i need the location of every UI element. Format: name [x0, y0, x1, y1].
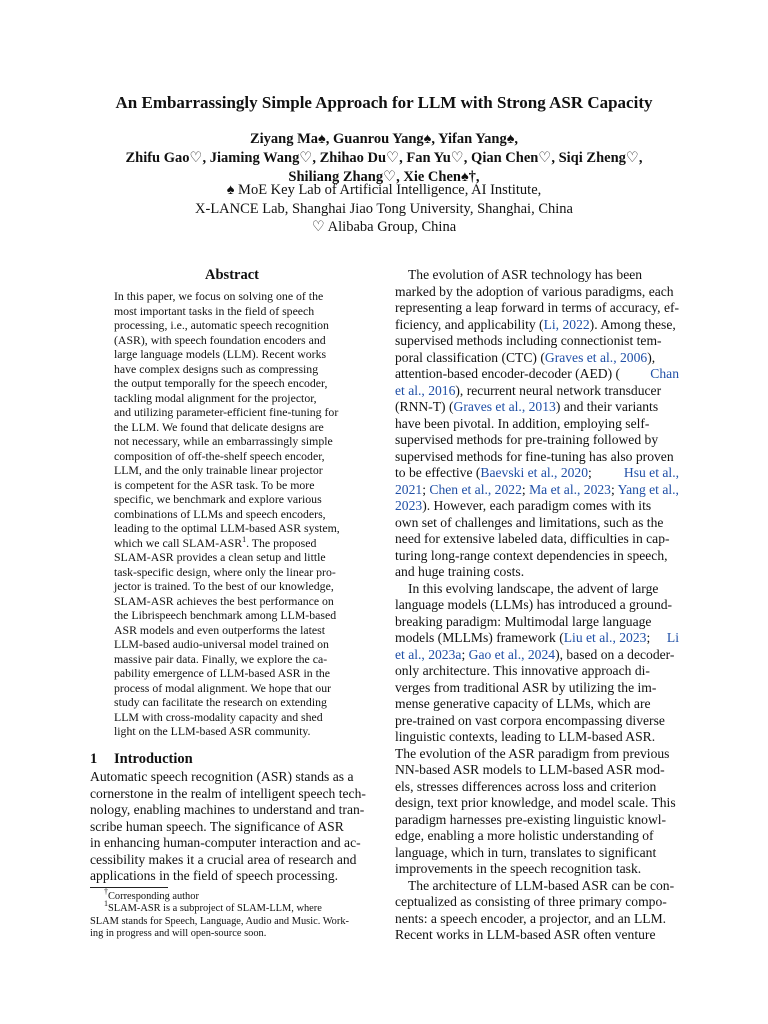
body-text: ; — [422, 481, 430, 497]
body-line — [395, 647, 679, 664]
body-text: ). Among these, — [589, 316, 676, 332]
abstract-line: most important tasks in the field of speech — [114, 303, 315, 318]
body-text — [395, 482, 679, 499]
footnote-text: SLAM-ASR is a subproject of SLAM-LLM, where — [108, 903, 322, 915]
citation-link[interactable]: Chen et al., 2022 — [429, 481, 522, 497]
body-text: models (MLLMs) framework ( — [395, 630, 564, 645]
abstract-line: the LLM. We found that delicate designs are — [114, 419, 324, 434]
body-line: improvements in the speech recognition task. — [395, 861, 642, 876]
abstract-line: and utilizing parameter-efficient fine-tuning for — [114, 405, 339, 419]
citation-link[interactable]: Baevski et al., 2020 — [480, 465, 589, 480]
body-line: need for extensive labeled data, difficulties in cap- — [395, 531, 670, 546]
body-line: own set of challenges and limitations, such as the — [395, 514, 664, 530]
abstract-line: is competent for the ASR task. To be more — [114, 477, 315, 492]
body-line: design, text prior knowledge, and model scale. This — [395, 795, 676, 810]
body-line: breaking paradigm: Multimodal large language — [395, 613, 652, 629]
citation-link[interactable]: Gao et al., 2024 — [468, 646, 556, 662]
footnote-mark: 1 — [104, 899, 108, 909]
affiliation-line: ♠ MoE Key Lab of Artificial Intelligence, AI Institute, — [226, 182, 542, 198]
intro-line: cessibility makes it a crucial area of research and — [90, 851, 357, 867]
body-line — [395, 482, 679, 499]
citation-link[interactable]: et al., 2016 — [395, 382, 456, 398]
body-text — [395, 630, 650, 647]
body-text — [395, 498, 651, 515]
abstract-line: not necessary, while an embarrassingly simple — [114, 434, 333, 448]
abstract-line: composition of off-the-shelf speech encoder, — [114, 448, 325, 463]
intro-line: in enhancing human-computer interaction and ac- — [90, 835, 361, 850]
right-column — [395, 267, 679, 944]
abstract-line: have complex designs such as compressing — [114, 361, 319, 376]
footnote-text: Corresponding author — [108, 891, 199, 902]
abstract-line: large language models (LLM). Recent works — [114, 347, 327, 361]
body-line: marked by the adoption of various paradigms, each — [395, 283, 674, 299]
body-text: ; — [588, 465, 592, 480]
body-line — [395, 465, 679, 482]
abstract-line: ASR models and even outperforms the latest — [114, 622, 325, 637]
body-line: Recent works in LLM-based ASR often venture — [395, 927, 656, 942]
body-line: els, stresses differences across loss and criterion — [395, 778, 657, 794]
citation-link[interactable]: Hsu et al., — [623, 465, 679, 480]
author-line: Ziyang Ma♠, Guanrou Yang♠, Yifan Yang♠, — [249, 131, 519, 147]
citation-link[interactable]: Li — [666, 630, 679, 645]
body-line: language models (LLMs) has introduced a ground- — [395, 597, 673, 612]
intro-line: applications in the field of speech processing. — [90, 868, 339, 883]
abstract-body — [114, 289, 351, 739]
abstract-line: tackling modal alignment for the projector, — [114, 390, 317, 405]
affiliation-line: ♡ Alibaba Group, China — [311, 219, 457, 235]
body-line: edge, enabling a more holistic understanding of — [395, 828, 654, 843]
abstract-line: In this paper, we focus on solving one of the — [114, 289, 324, 303]
abstract-line: jector is trained. To the best of our knowledge, — [114, 579, 334, 593]
footnote-divider — [90, 887, 168, 888]
body-line — [395, 399, 679, 416]
citation-link[interactable]: Yang et al., — [617, 481, 679, 497]
footnote-text — [104, 899, 322, 915]
body-text: ; — [461, 646, 469, 662]
body-line — [395, 383, 679, 400]
abstract-line: task-specific design, where only the linear pro- — [114, 564, 336, 579]
body-line: supervised methods for fine-tuning has also proven — [395, 448, 674, 464]
footnote-line: SLAM stands for Speech, Language, Audio and Music. Work- — [90, 915, 349, 927]
body-line: In this evolving landscape, the advent of large — [408, 580, 659, 596]
citation-link[interactable]: Ma et al., 2023 — [529, 481, 611, 497]
abstract-text: which we call SLAM-ASR — [114, 535, 243, 550]
body-line — [395, 317, 679, 334]
body-line: nents: a speech encoder, a projector, and an LLM. — [395, 910, 667, 926]
body-text: ; — [646, 630, 651, 645]
body-line: pre-trained on vast corpora encompassing diverse — [395, 712, 665, 728]
abstract-line: the output temporally for the speech encoder, — [114, 376, 328, 390]
body-line: paradigm harnesses pre-existing linguistic knowl- — [395, 811, 667, 827]
body-text: (RNN-T) ( — [395, 399, 454, 414]
footnote-slam — [90, 899, 374, 915]
citation-link[interactable]: 2021 — [395, 481, 423, 497]
abstract-line: specific, we benchmark and explore various — [114, 492, 322, 506]
abstract-line: the Librispeech benchmark among LLM-based — [114, 608, 337, 622]
citation-link[interactable]: Graves et al., 2006 — [544, 349, 648, 365]
body-text: ) and their variants — [555, 399, 659, 414]
abstract-line: study can facilitate the research on extending — [114, 695, 327, 709]
abstract-heading: Abstract — [205, 267, 259, 283]
abstract-line: LLM-based audio-universal model trained on — [114, 637, 329, 651]
body-line: supervised methods for pre-training followed by — [395, 432, 659, 447]
body-line — [395, 498, 679, 515]
body-text — [395, 317, 676, 334]
abstract-line: leading to the optimal LLM-based ASR system, — [114, 521, 340, 535]
footnote-mark: † — [104, 887, 108, 896]
body-line: The evolution of the ASR paradigm from previous — [395, 745, 670, 761]
body-text: attention-based encoder-decoder (AED) ( — [395, 366, 621, 381]
body-text: ficiency, and applicability ( — [395, 316, 544, 332]
abstract-line: SLAM-ASR achieves the best performance on — [114, 593, 334, 608]
abstract-line: LLM with cross-modality capacity and shed — [114, 709, 323, 724]
body-line: representing a leap forward in terms of accuracy, ef- — [395, 300, 680, 315]
body-text — [395, 465, 592, 482]
body-line — [395, 366, 679, 383]
body-line: linguistic contexts, leading to LLM-based ASR. — [395, 729, 656, 744]
intro-line: nology, enabling machines to understand and tran- — [90, 802, 365, 817]
citation-link[interactable]: et al., 2023a — [395, 646, 462, 662]
abstract-line: combinations of LLMs and speech encoders, — [114, 506, 326, 521]
footnote-corresponding — [90, 887, 374, 903]
abstract-line: process of modal alignment. We hope that our — [114, 680, 332, 695]
abstract-line: pability emergence of LLM-based ASR in the — [114, 666, 331, 680]
section-number: 1 — [90, 751, 98, 767]
body-line: verges from traditional ASR by utilizing the im- — [395, 679, 657, 695]
abstract-line: light on the LLM-based ASR community. — [114, 724, 311, 738]
section-heading-introduction — [90, 750, 193, 768]
body-text — [395, 647, 674, 664]
body-line: mense generative capacity of LLMs, which are — [395, 696, 651, 711]
intro-line: Automatic speech recognition (ASR) stands as a — [90, 769, 354, 784]
body-text — [395, 350, 655, 367]
body-text — [395, 399, 658, 416]
intro-line: cornerstone in the realm of intelligent speech tech- — [90, 785, 366, 801]
body-text: ; — [521, 481, 530, 497]
abstract-line: massive pair data. Finally, we explore the ca- — [114, 651, 328, 666]
body-text — [395, 383, 661, 400]
abstract-line: LLM, and the only trainable linear projector — [114, 463, 323, 477]
author-list — [40, 130, 728, 187]
body-line: turing long-range context dependencies in speech, — [395, 547, 668, 563]
abstract-line — [114, 536, 351, 551]
abstract-line: SLAM-ASR provides a clean setup and little — [114, 550, 326, 564]
footnotes — [90, 887, 374, 940]
citation-link[interactable]: Chan — [650, 366, 679, 381]
body-line: ceptualized as consisting of three primary compo- — [395, 894, 667, 909]
body-text: poral classification (CTC) ( — [395, 349, 545, 365]
body-line: supervised methods including connectionist tem- — [395, 333, 662, 348]
author-line: Zhifu Gao♡, Jiaming Wang♡, Zhihao Du♡, Fan Yu♡, Qian Chen♡, Siqi Zheng♡, — [125, 150, 643, 166]
body-text: ), recurrent neural network transducer — [455, 382, 662, 398]
citation-link[interactable]: Liu et al., 2023 — [563, 630, 647, 645]
body-text: ), — [647, 349, 656, 365]
footnote-line: ing in progress and will open-source soon. — [90, 927, 267, 939]
body-line: NN-based ASR models to LLM-based ASR mod- — [395, 762, 665, 777]
body-text: to be effective ( — [395, 465, 481, 480]
body-line: only architecture. This innovative approach di- — [395, 663, 650, 678]
body-text: ), based on a decoder- — [555, 646, 675, 662]
body-line: The architecture of LLM-based ASR can be con- — [408, 877, 675, 893]
body-text: ; — [610, 481, 618, 497]
body-line: have been pivotal. In addition, employing self- — [395, 415, 650, 431]
body-line: The evolution of ASR technology has been — [408, 267, 643, 282]
citation-link[interactable]: Li, 2022 — [543, 316, 590, 332]
intro-line: scribe human speech. The significance of ASR — [90, 818, 344, 834]
body-line — [395, 350, 679, 367]
citation-link[interactable]: Graves et al., 2013 — [453, 399, 556, 414]
affiliation-list — [40, 181, 728, 237]
affiliation-line: X-LANCE Lab, Shanghai Jiao Tong University, Shanghai, China — [195, 200, 573, 217]
body-line: and huge training costs. — [395, 564, 525, 579]
abstract-line: processing, i.e., automatic speech recognition — [114, 318, 329, 332]
body-line — [395, 630, 679, 647]
abstract-text: . The proposed — [246, 535, 317, 550]
citation-link[interactable]: 2023 — [395, 498, 423, 513]
body-line: language, which in turn, translates to significant — [395, 844, 657, 860]
footnote-ref[interactable]: 1 — [242, 534, 247, 544]
body-text: ). However, each paradigm comes with its — [422, 498, 652, 513]
abstract-line: (ASR), with speech foundation encoders and — [114, 332, 326, 347]
introduction-body — [90, 769, 374, 885]
author-line: Shiliang Zhang♡, Xie Chen♠†, — [288, 169, 480, 185]
section-title: Introduction — [114, 751, 193, 767]
paper-title: An Embarrassingly Simple Approach for LLM with Strong ASR Capacity — [115, 93, 653, 112]
